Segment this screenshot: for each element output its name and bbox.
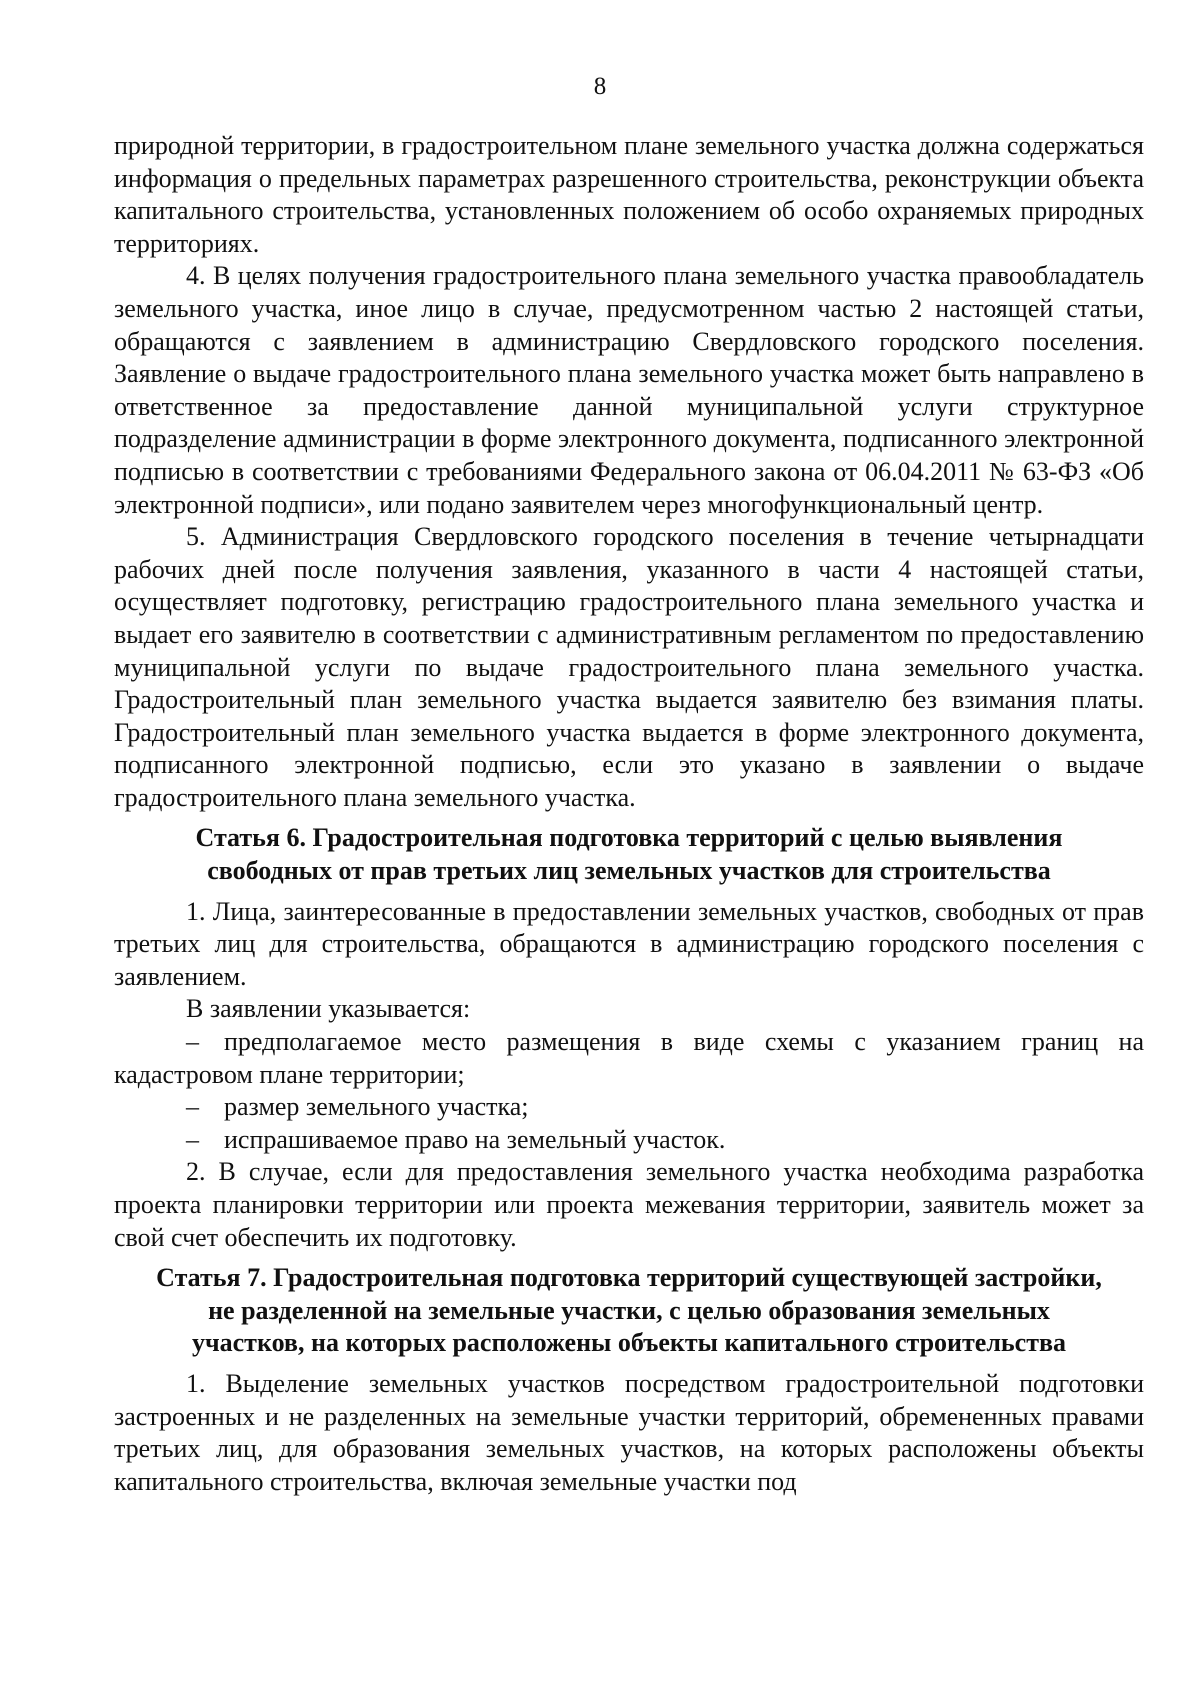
article-6-paragraph-1: 1. Лица, заинтересованные в предоставлении земельных участков, свободных от прав третьих лиц для строительства, обращаются в администрацию городского поселения с заявлением. bbox=[114, 896, 1144, 991]
article-7-heading bbox=[114, 1262, 1144, 1360]
dash-bullet: – bbox=[186, 1124, 199, 1154]
page-number: 8 bbox=[593, 73, 607, 100]
paragraph-4: 4. В целях получения градостроительного плана земельного участка правообладатель земельного участка, иное лицо в случае, предусмотренном частью 2 настоящей статьи, обращаются с заявлением в администрацию Свердловского городского поселения. Заявление о выдаче градостроительного плана земельного участка может быть направлено в ответственное за предоставление данной муниципальной услуги структурное подразделение администрации в форме электронного документа, подписанного электронной подписью в соответствии с требованиями Федерального закона от 06.04.2011 № 63-ФЗ «Об электронной подписи», или подано заявителем через многофункциональный центр. bbox=[114, 261, 1144, 519]
list-item bbox=[114, 1026, 1144, 1091]
dash-bullet: – bbox=[186, 1027, 199, 1057]
article-7-paragraph-1: 1. Выделение земельных участков посредством градостроительной подготовки застроенных и не разделенных на земельные участки территорий, обремененных правами третьих лиц, для образования земельных участков, на которых расположены объекты капитального строительства, включая земельные участки под bbox=[114, 1368, 1144, 1496]
list-item bbox=[114, 1124, 1144, 1157]
paragraph-continuation: природной территории, в градостроительном плане земельного участка должна содержаться информация о предельных параметрах разрешенного строительства, реконструкции объекта капитального строительства, установленных положением об особо охраняемых природных территориях. bbox=[114, 131, 1144, 258]
article-7-heading-line: Статья 7. Градостроительная подготовка территорий существующей застройки, bbox=[156, 1263, 1102, 1293]
article-6-paragraph-2: 2. В случае, если для предоставления земельного участка необходима разработка проекта планировки территории или проекта межевания территории, заявитель может за свой счет обеспечить их подготовку. bbox=[114, 1157, 1144, 1252]
list-item-text: предполагаемое место размещения в виде схемы с указанием границ на кадастровом плане территории; bbox=[114, 1027, 1144, 1089]
article-6-list-intro: В заявлении указывается: bbox=[186, 994, 471, 1024]
list-item-text: испрашиваемое право на земельный участок. bbox=[224, 1124, 726, 1154]
article-7-heading-line: участков, на которых расположены объекты капитального строительства bbox=[191, 1328, 1067, 1358]
article-7-heading-line: не разделенной на земельные участки, с целью образования земельных bbox=[208, 1295, 1050, 1325]
list-item bbox=[114, 1091, 1144, 1124]
list-item-text: размер земельного участка; bbox=[224, 1092, 529, 1122]
article-6-heading bbox=[114, 822, 1144, 887]
dash-bullet: – bbox=[186, 1092, 199, 1122]
document-body bbox=[114, 130, 1144, 1498]
article-6-heading-line: Статья 6. Градостроительная подготовка территорий с целью выявления bbox=[195, 823, 1063, 853]
paragraph-5: 5. Администрация Свердловского городского поселения в течение четырнадцати рабочих дней после получения заявления, указанного в части 4 настоящей статьи, осуществляет подготовку, регистрацию градостроительного плана земельного участка и выдает его заявителю в соответствии с административным регламентом по предоставлению муниципальной услуги по выдаче градостроительного плана земельного участка. Градостроительный план земельного участка выдается заявителю без взимания платы. Градостроительный план земельного участка выдается в форме электронного документа, подписанного электронной подписью, если это указано в заявлении о выдаче градостроительного плана земельного участка. bbox=[114, 522, 1144, 812]
article-6-heading-line: свободных от прав третьих лиц земельных участков для строительства bbox=[207, 856, 1051, 886]
